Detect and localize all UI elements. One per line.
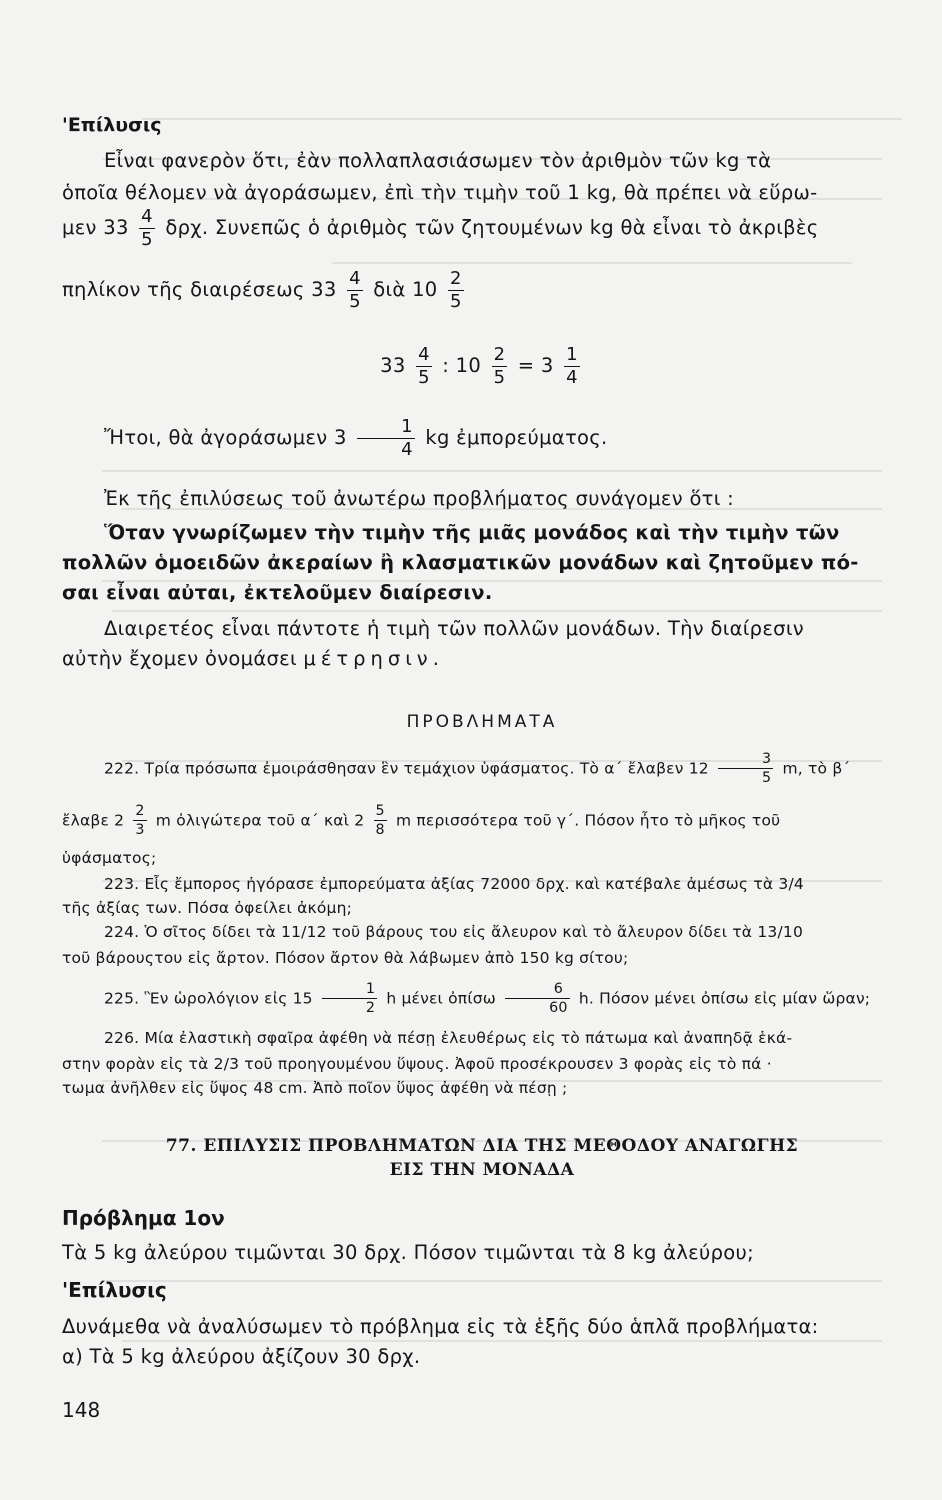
fraction-5-8: $\frac{5}{8}$	[375, 803, 385, 839]
section-heading-line1: 77. ΕΠΙΛΥΣΙΣ ΠΡΟΒΛΗΜΑΤΩΝ ΔΙΑ ΤΗΣ ΜΕΘΟΔΟΥ ΑΝΑΓΩΓΗΣ	[165, 1136, 799, 1156]
fraction-2-5: $\frac{2}{5}$	[450, 268, 462, 312]
answer-line: Ἤτοι, θὰ ἀγοράσωμεν 3 $\frac{1}{4}$ kg ἐμπορεύματος.	[104, 416, 608, 460]
fraction-3-5: $\frac{3}{5}$	[718, 752, 773, 786]
para1-line1: Εἶναι φανερὸν ὅτι, ἐὰν πολλαπλασιάσωμεν τὸν ἀριθμὸν τῶν kg τὰ	[104, 149, 772, 172]
problems-heading: ΠΡΟΒΛΗΜΑΤΑ	[406, 712, 558, 732]
problem-222-line1: 222. Τρία πρόσωπα ἐμοιράσθησαν ἓν τεμάχιον ὑφάσματος. Τὸ α´ ἔλαβεν 12 $\frac{3}{5}$ m, τὸ β´	[104, 751, 851, 787]
rule-line2: πολλῶν ὁμοειδῶν ἀκεραίων ἢ κλασματικῶν μονάδων καὶ ζητοῦμεν πό-	[62, 551, 859, 574]
problem-222-line2: ἔλαβε 2 $\frac{2}{3}$ m ὀλιγώτερα τοῦ α´ καὶ 2 $\frac{5}{8}$ m περισσότερα τοῦ γ´. Πόσον ἦτο τὸ μῆκος τοῦ	[62, 803, 781, 839]
problem-223-line1: 223. Εἷς ἔμπορος ἠγόρασε ἐμπορεύματα ἀξίας 72000 δρχ. καὶ κατέβαλε ἀμέσως τὰ 3/4	[104, 875, 804, 893]
para1-line3-start: μεν 33	[62, 215, 129, 239]
rule-line3: σαι εἶναι αὐται, ἐκτελοῦμεν διαίρεσιν.	[62, 581, 493, 604]
problem-223-line2: τῆς ἀξίας των. Πόσα ὀφείλει ἀκόμη;	[62, 899, 353, 917]
divisor-note-line2: αὐτὴν ἔχομεν ὀνομάσει μέτρησιν.	[62, 647, 444, 670]
problem1-text: Τὰ 5 kg ἀλεύρου τιμῶνται 30 δρχ. Πόσον τιμῶνται τὰ 8 kg ἀλεύρου;	[62, 1241, 754, 1264]
solution-heading: 'Επίλυσις	[62, 114, 162, 136]
para1-line3	[62, 208, 902, 249]
fraction-2-5: $\frac{2}{5}$	[493, 344, 506, 388]
problem1-heading: Πρόβλημα 1ον	[62, 1206, 225, 1230]
fraction-1-4: $\frac{1}{4}$	[566, 344, 578, 388]
problem-225: 225. Ἓν ὡρολόγιον εἰς 15 $\frac{1}{2}$ h μένει ὀπίσω $\frac{6}{60}$ h. Πόσον μένει ὀπίσω εἰς μίαν ὥραν;	[104, 981, 871, 1017]
problem-226-line3: τωμα ἀνῆλθεν εἰς ὕψος 48 cm. Ἀπὸ ποῖον ὕψος ἀφέθη νὰ πέσῃ ;	[62, 1079, 568, 1097]
solution2-heading: 'Επίλυσις	[62, 1278, 167, 1302]
conclusion-intro: Ἐκ τῆς ἐπιλύσεως τοῦ ἀνωτέρω προβλήματος συνάγομεν ὅτι :	[104, 487, 734, 510]
term-metresis: μέτρησιν.	[303, 647, 444, 670]
problem-222-line3: ὑφάσματος;	[62, 849, 157, 867]
fraction-1-2: $\frac{1}{2}$	[322, 982, 377, 1016]
para1-line4-start: πηλίκον τῆς διαιρέσεως 33	[62, 277, 337, 301]
division-equation: 33 $\frac{4}{5}$ : 10 $\frac{2}{5}$ = 3 $\frac{1}{4}$	[380, 344, 578, 388]
solution2-line1: Δυνάμεθα νὰ ἀναλύσωμεν τὸ πρόβλημα εἰς τὰ ἑξῆς δύο ἁπλᾶ προβλήματα:	[62, 1315, 819, 1338]
fraction-6-60: $\frac{6}{60}$	[505, 982, 570, 1016]
para1-line3-end: δρχ. Συνεπῶς ὁ ἀριθμὸς τῶν ζητουμένων kg θὰ εἶναι τὸ ἀκριβὲς	[165, 215, 819, 239]
problem-224-line1: 224. Ὁ σῖτος δίδει τὰ 11/12 τοῦ βάρους του εἰς ἄλευρον καὶ τὸ ἄλευρον δίδει τὰ 13/10	[104, 923, 804, 941]
fraction-4-5: $\frac{4}{5}$	[418, 344, 430, 388]
fraction-4-5: $\frac{4}{5}$	[141, 206, 153, 250]
problem-226-line1: 226. Μία ἐλαστικὴ σφαῖρα ἀφέθη νὰ πέσῃ ἐλευθέρως εἰς τὸ πάτωμα καὶ ἀναπηδᾷ ἑκά-	[104, 1029, 793, 1047]
divisor-note-line1: Διαιρετέος εἶναι πάντοτε ἡ τιμὴ τῶν πολλῶν μονάδων. Τὴν διαίρεσιν	[104, 617, 804, 640]
para1-line4	[62, 270, 902, 311]
para1-line2: ὁποῖα θέλομεν νὰ ἀγοράσωμεν, ἐπὶ τὴν τιμὴν τοῦ 1 kg, θὰ πρέπει νὰ εὕρω-	[62, 181, 818, 204]
problem-226-line2: στην φορὰν εἰς τὰ 2/3 τοῦ προηγουμένου ὕψους. Ἀφοῦ προσέκρουσεν 3 φορὰς εἰς τὸ πά ·	[62, 1055, 772, 1073]
problem-224-line2: τοῦ βάρουςτου εἰς ἄρτον. Πόσον ἄρτον θὰ λάβωμεν ἀπὸ 150 kg σίτου;	[62, 949, 629, 967]
para1-line4-mid: διὰ 10	[373, 277, 438, 301]
page-number: 148	[62, 1398, 101, 1422]
fraction-1-4: $\frac{1}{4}$	[357, 418, 415, 459]
fraction-2-3: $\frac{2}{3}$	[135, 803, 145, 839]
rule-line1: Ὅταν γνωρίζωμεν τὴν τιμὴν τῆς μιᾶς μονάδος καὶ τὴν τιμὴν τῶν	[104, 521, 840, 544]
solution2-line2: α) Τὰ 5 kg ἀλεύρου ἀξίζουν 30 δρχ.	[62, 1345, 421, 1368]
section-heading-line2: ΕΙΣ ΤΗΝ ΜΟΝΑΔΑ	[389, 1160, 575, 1180]
fraction-4-5: $\frac{4}{5}$	[349, 268, 361, 312]
